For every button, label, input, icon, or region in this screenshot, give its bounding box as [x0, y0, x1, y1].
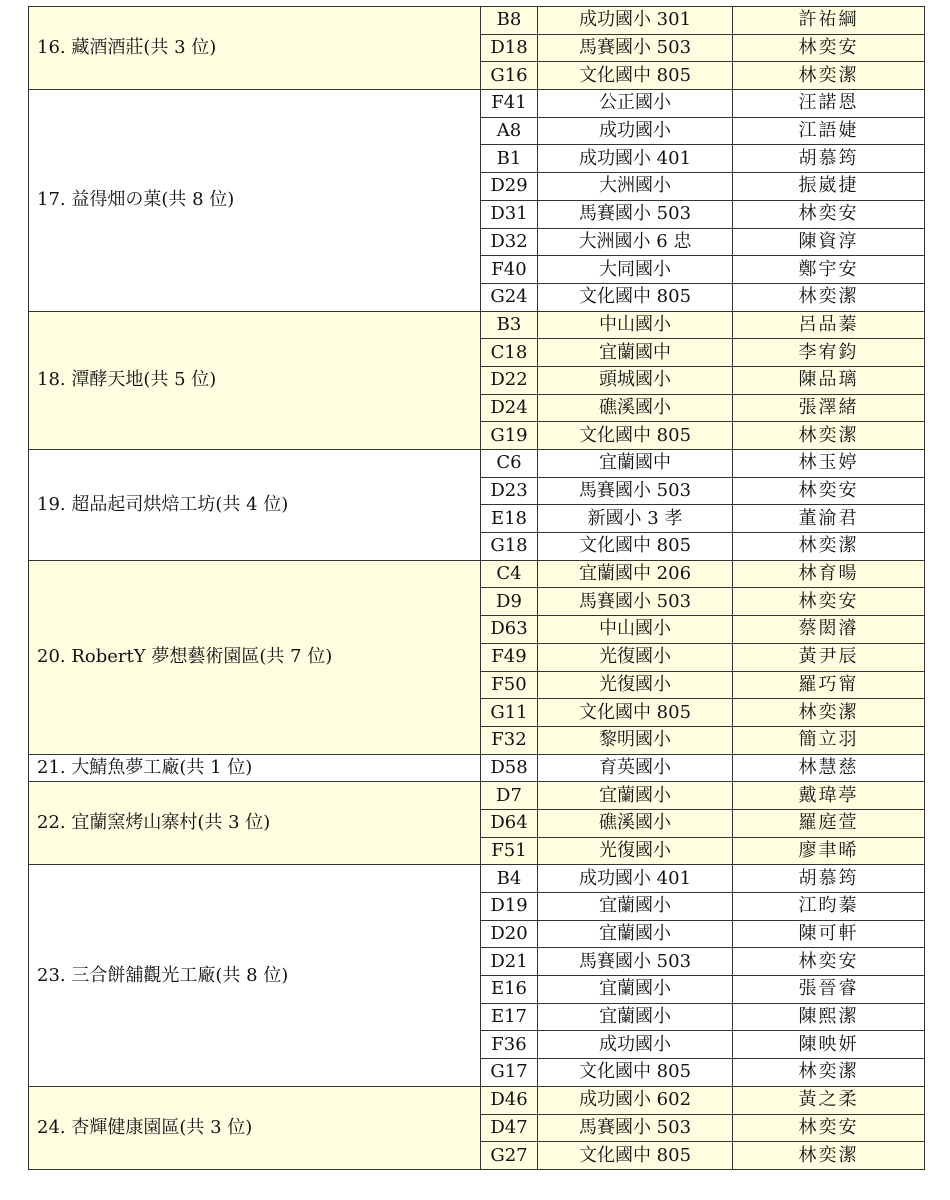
student-cell: 林奕安: [733, 1114, 925, 1142]
table-row: [29, 754, 925, 782]
code-cell: F40: [481, 256, 538, 284]
student-cell: 簡立羽: [733, 726, 925, 754]
student-cell: 林奕潔: [733, 283, 925, 311]
student-cell: 陳可軒: [733, 920, 925, 948]
group-16: [29, 7, 925, 90]
table-row: [29, 865, 925, 893]
student-cell: 李宥鈞: [733, 339, 925, 367]
student-cell: 林奕潔: [733, 699, 925, 727]
school-cell: 頭城國小: [538, 366, 733, 394]
student-cell: 林慧慈: [733, 754, 925, 782]
group-name: 22. 宜蘭窯烤山寨村(共 3 位): [29, 782, 481, 865]
student-cell: 振崴捷: [733, 173, 925, 201]
school-cell: 馬賽國小 503: [538, 1114, 733, 1142]
school-cell: 馬賽國小 503: [538, 200, 733, 228]
code-cell: E17: [481, 1003, 538, 1031]
code-cell: D24: [481, 394, 538, 422]
school-cell: 文化國中 805: [538, 422, 733, 450]
school-cell: 文化國中 805: [538, 62, 733, 90]
code-cell: G27: [481, 1142, 538, 1170]
group-23: [29, 865, 925, 1087]
code-cell: G16: [481, 62, 538, 90]
school-cell: 宜蘭國小: [538, 920, 733, 948]
school-cell: 大洲國小 6 忠: [538, 228, 733, 256]
table-row: [29, 311, 925, 339]
group-22: [29, 782, 925, 865]
student-cell: 林奕安: [733, 34, 925, 62]
school-cell: 成功國小: [538, 1031, 733, 1059]
group-name: 16. 藏酒酒莊(共 3 位): [29, 7, 481, 90]
code-cell: E18: [481, 505, 538, 533]
code-cell: F50: [481, 671, 538, 699]
student-cell: 林奕安: [733, 200, 925, 228]
code-cell: G19: [481, 422, 538, 450]
student-cell: 林奕潔: [733, 1142, 925, 1170]
code-cell: D9: [481, 588, 538, 616]
code-cell: D18: [481, 34, 538, 62]
school-cell: 馬賽國小 503: [538, 477, 733, 505]
code-cell: D47: [481, 1114, 538, 1142]
code-cell: G11: [481, 699, 538, 727]
school-cell: 宜蘭國小: [538, 1003, 733, 1031]
code-cell: D21: [481, 948, 538, 976]
code-cell: D31: [481, 200, 538, 228]
student-cell: 林奕潔: [733, 422, 925, 450]
group-21: [29, 754, 925, 782]
code-cell: D20: [481, 920, 538, 948]
table-row: [29, 7, 925, 35]
code-cell: D64: [481, 809, 538, 837]
student-cell: 蔡閎濬: [733, 616, 925, 644]
school-cell: 中山國小: [538, 616, 733, 644]
code-cell: B3: [481, 311, 538, 339]
student-cell: 林奕安: [733, 948, 925, 976]
group-name: 18. 潭酵天地(共 5 位): [29, 311, 481, 449]
code-cell: C6: [481, 450, 538, 478]
student-cell: 許祐綱: [733, 7, 925, 35]
student-cell: 林奕安: [733, 588, 925, 616]
school-cell: 馬賽國小 503: [538, 588, 733, 616]
code-cell: F49: [481, 643, 538, 671]
school-cell: 育英國小: [538, 754, 733, 782]
student-cell: 林奕潔: [733, 533, 925, 561]
school-cell: 成功國小 401: [538, 865, 733, 893]
student-cell: 陳熙潔: [733, 1003, 925, 1031]
student-cell: 張澤緒: [733, 394, 925, 422]
student-cell: 黃之柔: [733, 1086, 925, 1114]
code-cell: D46: [481, 1086, 538, 1114]
group-name: 24. 杏輝健康園區(共 3 位): [29, 1086, 481, 1169]
school-cell: 光復國小: [538, 671, 733, 699]
code-cell: D32: [481, 228, 538, 256]
student-cell: 林奕潔: [733, 1059, 925, 1087]
code-cell: F32: [481, 726, 538, 754]
code-cell: B4: [481, 865, 538, 893]
school-cell: 文化國中 805: [538, 699, 733, 727]
group-name: 17. 益得畑の菓(共 8 位): [29, 90, 481, 312]
student-cell: 廖聿晞: [733, 837, 925, 865]
code-cell: D19: [481, 893, 538, 921]
student-cell: 呂品蓁: [733, 311, 925, 339]
school-cell: 中山國小: [538, 311, 733, 339]
code-cell: D7: [481, 782, 538, 810]
code-cell: B1: [481, 145, 538, 173]
code-cell: D23: [481, 477, 538, 505]
school-cell: 黎明國小: [538, 726, 733, 754]
code-cell: F41: [481, 90, 538, 118]
student-cell: 董渝君: [733, 505, 925, 533]
code-cell: D63: [481, 616, 538, 644]
school-cell: 成功國小 301: [538, 7, 733, 35]
school-cell: 礁溪國小: [538, 394, 733, 422]
group-name: 21. 大鯖魚夢工廠(共 1 位): [29, 754, 481, 782]
table-row: [29, 560, 925, 588]
table-row: [29, 782, 925, 810]
code-cell: E16: [481, 976, 538, 1004]
table-row: [29, 90, 925, 118]
school-cell: 宜蘭國小: [538, 782, 733, 810]
school-cell: 成功國小 401: [538, 145, 733, 173]
school-cell: 文化國中 805: [538, 1142, 733, 1170]
code-cell: D58: [481, 754, 538, 782]
school-cell: 馬賽國小 503: [538, 34, 733, 62]
student-cell: 林玉婷: [733, 450, 925, 478]
student-cell: 胡慕筠: [733, 145, 925, 173]
school-cell: 光復國小: [538, 643, 733, 671]
group-name: 19. 超品起司烘焙工坊(共 4 位): [29, 450, 481, 561]
group-19: [29, 450, 925, 561]
student-cell: 江語婕: [733, 117, 925, 145]
group-name: 20. RobertY 夢想藝術園區(共 7 位): [29, 560, 481, 754]
student-cell: 黃尹辰: [733, 643, 925, 671]
student-cell: 鄭宇安: [733, 256, 925, 284]
group-18: [29, 311, 925, 449]
school-cell: 成功國小: [538, 117, 733, 145]
student-cell: 胡慕筠: [733, 865, 925, 893]
school-cell: 文化國中 805: [538, 533, 733, 561]
group-24: [29, 1086, 925, 1169]
code-cell: A8: [481, 117, 538, 145]
document-page: [28, 6, 924, 1170]
student-cell: 羅巧甯: [733, 671, 925, 699]
group-17: [29, 90, 925, 312]
student-cell: 陳品璃: [733, 366, 925, 394]
student-cell: 江昀蓁: [733, 893, 925, 921]
school-cell: 宜蘭國中: [538, 339, 733, 367]
school-cell: 礁溪國小: [538, 809, 733, 837]
group-20: [29, 560, 925, 754]
school-cell: 大洲國小: [538, 173, 733, 201]
school-cell: 馬賽國小 503: [538, 948, 733, 976]
school-cell: 大同國小: [538, 256, 733, 284]
student-cell: 林育暘: [733, 560, 925, 588]
code-cell: F36: [481, 1031, 538, 1059]
school-cell: 宜蘭國中 206: [538, 560, 733, 588]
table-row: [29, 450, 925, 478]
student-cell: 林奕安: [733, 477, 925, 505]
group-name: 23. 三合餅舖觀光工廠(共 8 位): [29, 865, 481, 1087]
student-cell: 陳資淳: [733, 228, 925, 256]
student-cell: 陳映妍: [733, 1031, 925, 1059]
code-cell: G24: [481, 283, 538, 311]
code-cell: B8: [481, 7, 538, 35]
assignment-table: [28, 6, 925, 1170]
school-cell: 宜蘭國小: [538, 976, 733, 1004]
school-cell: 文化國中 805: [538, 1059, 733, 1087]
code-cell: C18: [481, 339, 538, 367]
school-cell: 成功國小 602: [538, 1086, 733, 1114]
table-row: [29, 1086, 925, 1114]
code-cell: C4: [481, 560, 538, 588]
student-cell: 羅庭萱: [733, 809, 925, 837]
code-cell: F51: [481, 837, 538, 865]
code-cell: D22: [481, 366, 538, 394]
student-cell: 汪諾恩: [733, 90, 925, 118]
code-cell: D29: [481, 173, 538, 201]
student-cell: 戴瑋葶: [733, 782, 925, 810]
code-cell: G18: [481, 533, 538, 561]
school-cell: 宜蘭國小: [538, 893, 733, 921]
school-cell: 光復國小: [538, 837, 733, 865]
school-cell: 公正國小: [538, 90, 733, 118]
school-cell: 文化國中 805: [538, 283, 733, 311]
code-cell: G17: [481, 1059, 538, 1087]
school-cell: 宜蘭國中: [538, 450, 733, 478]
student-cell: 張晉睿: [733, 976, 925, 1004]
student-cell: 林奕潔: [733, 62, 925, 90]
school-cell: 新國小 3 孝: [538, 505, 733, 533]
